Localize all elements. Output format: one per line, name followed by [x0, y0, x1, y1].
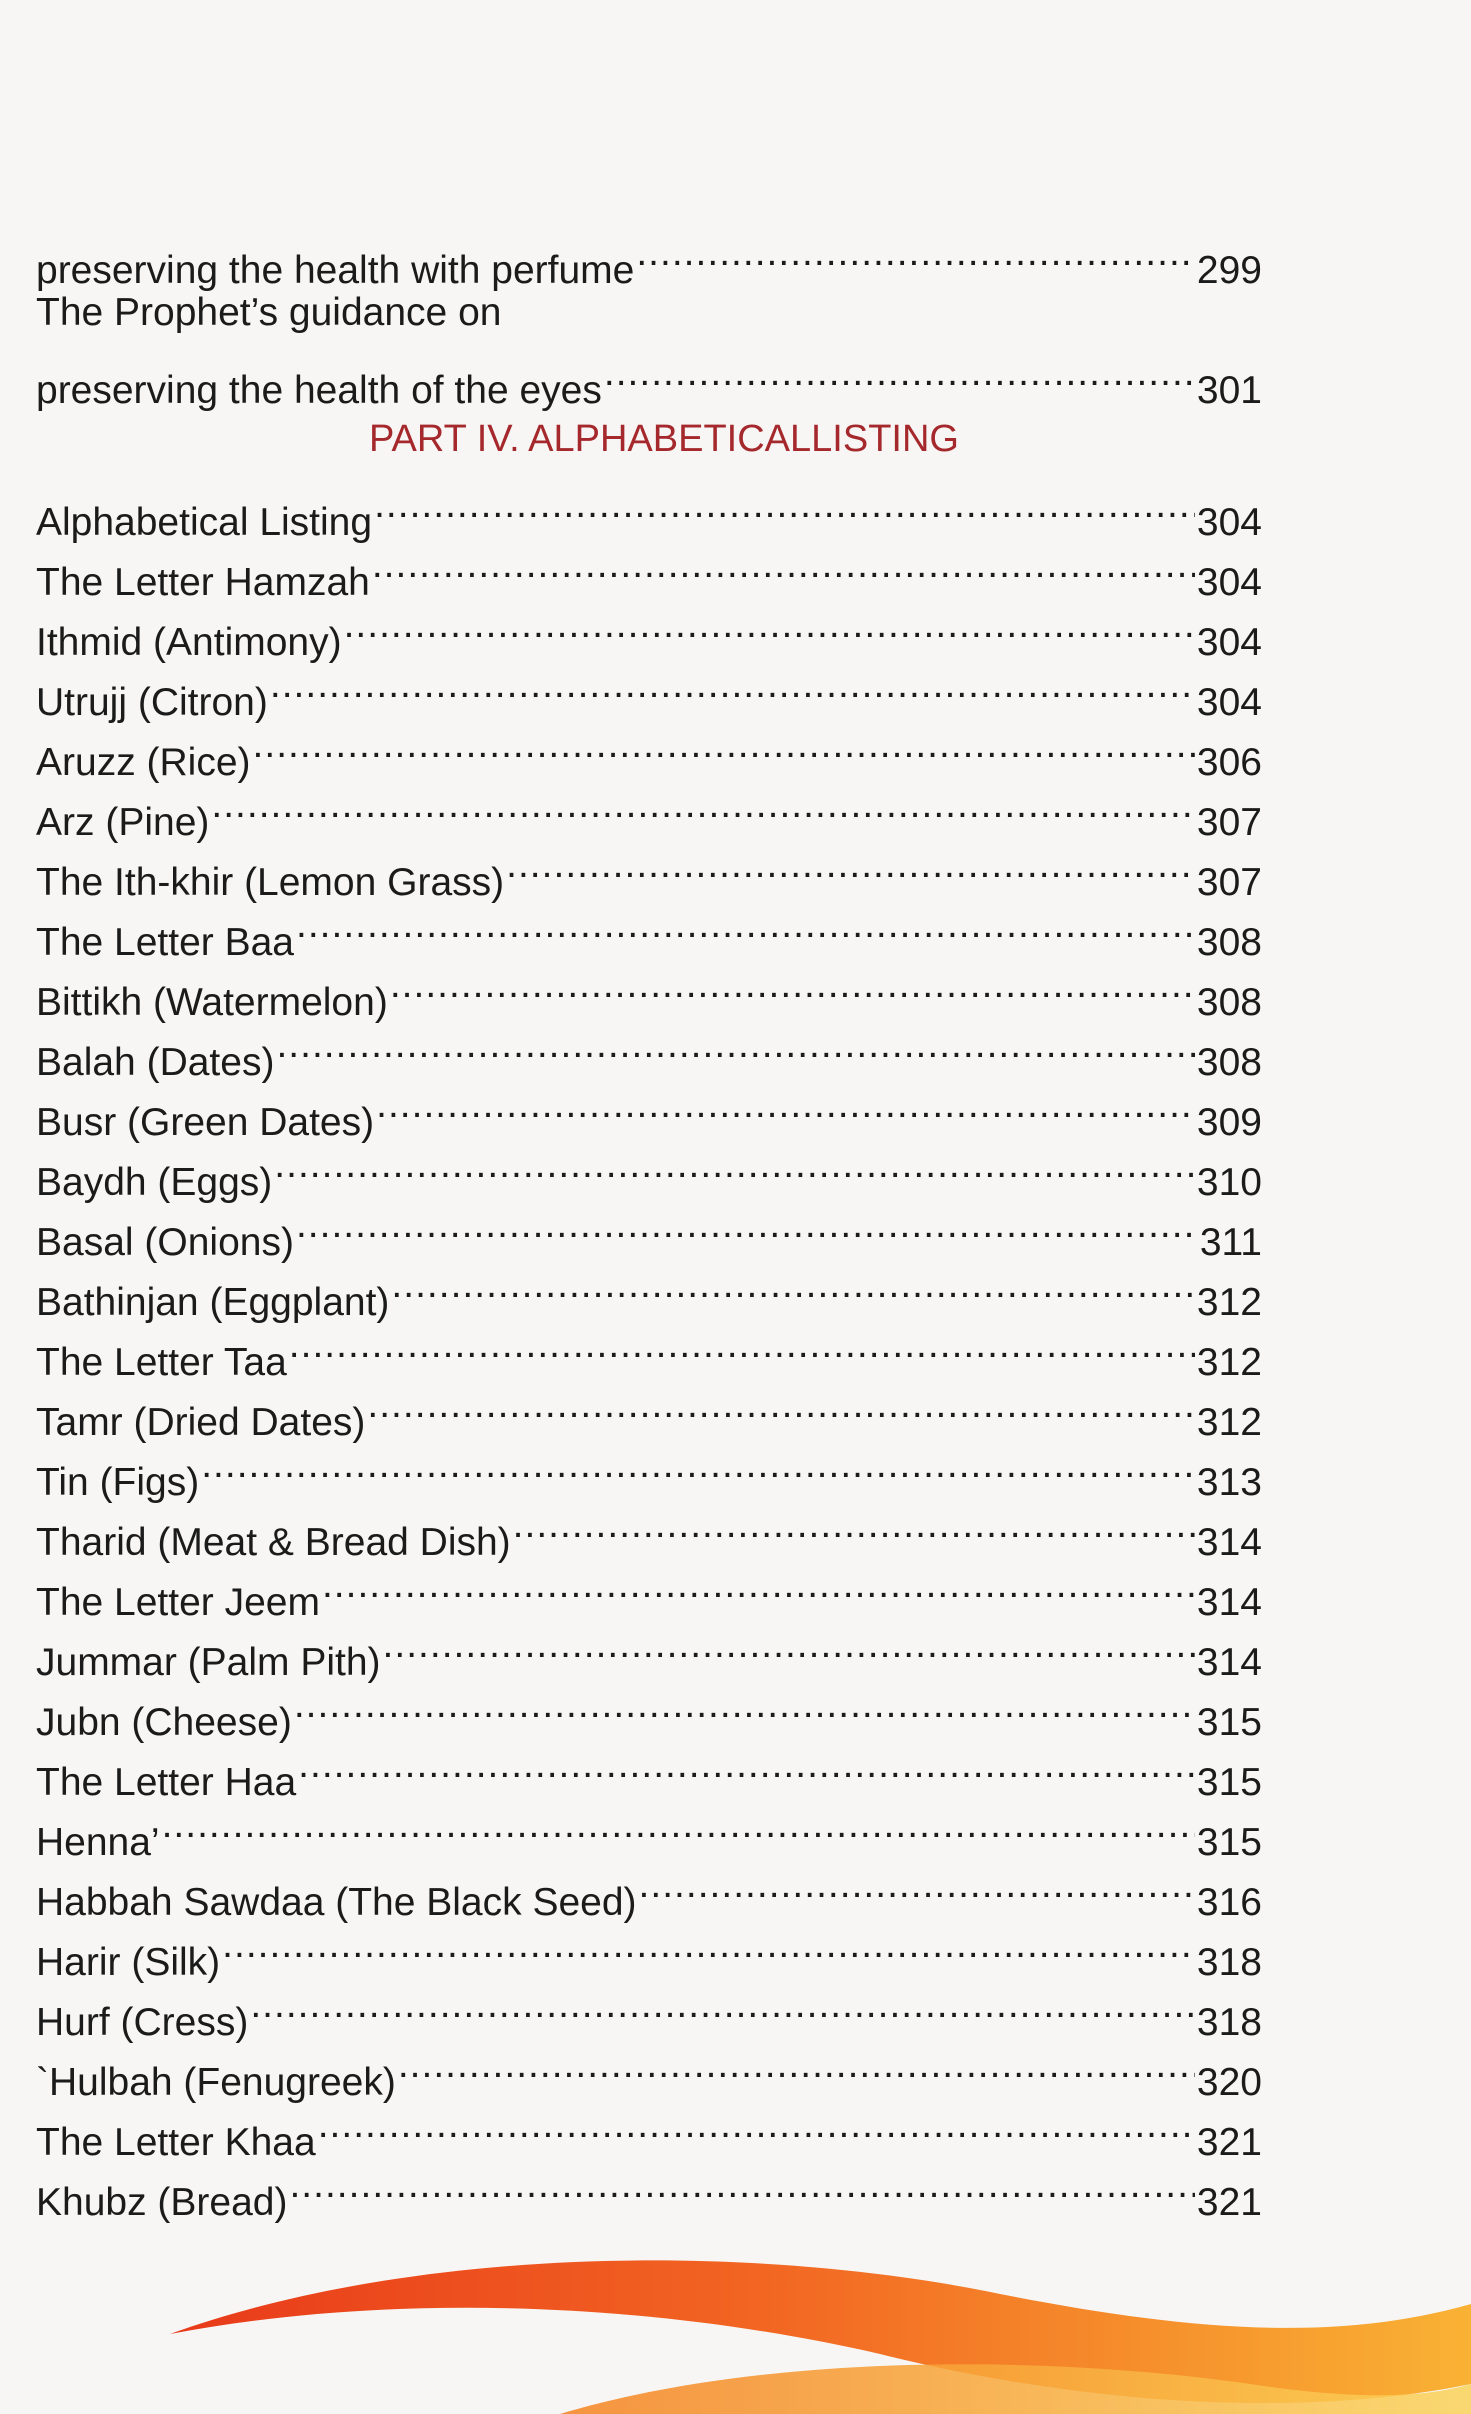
toc-entries-list	[36, 475, 1262, 2224]
toc-entry-title: Jubn (Cheese)	[36, 1701, 292, 1744]
toc-entry-page: 315	[1196, 1761, 1262, 1804]
toc-entry	[36, 283, 1262, 343]
dot-leader	[398, 2035, 1195, 2095]
toc-entry-title: Arz (Pine)	[36, 801, 210, 844]
toc-entry-page: 312	[1196, 1281, 1262, 1324]
dot-leader	[390, 955, 1195, 1015]
toc-entry-title: The Ith-khir (Lemon Grass)	[36, 861, 505, 904]
toc-entry-title: The Prophet’s guidance on	[36, 291, 502, 334]
toc-entry	[36, 1855, 1262, 1924]
toc-entry-title: The Letter Jeem	[36, 1581, 320, 1624]
toc-entry-page: 304	[1196, 681, 1262, 724]
dot-leader	[294, 1675, 1195, 1735]
toc-entry	[36, 1435, 1262, 1504]
dot-leader	[253, 715, 1195, 775]
dot-leader	[270, 655, 1195, 715]
dot-leader	[201, 1435, 1195, 1495]
toc-entry-page: 314	[1196, 1641, 1262, 1684]
toc-entry-page: 315	[1196, 1821, 1262, 1864]
toc-entry-title: Tin (Figs)	[36, 1461, 200, 1504]
toc-entry-title: Busr (Green Dates)	[36, 1101, 375, 1144]
toc-entry	[36, 475, 1262, 544]
toc-entry	[36, 1795, 1262, 1864]
dot-leader	[372, 535, 1195, 595]
toc-entry-page: 311	[1199, 1221, 1262, 1264]
toc-entry-page: 308	[1196, 921, 1262, 964]
toc-entry-page: 320	[1196, 2061, 1262, 2104]
toc-entry-page: 304	[1196, 621, 1262, 664]
dot-leader	[344, 595, 1195, 655]
toc-entry-title: Basal (Onions)	[36, 1221, 294, 1264]
toc-entry-title: Henna’	[36, 1821, 160, 1864]
dot-leader	[162, 1795, 1195, 1855]
toc-entry-title: Balah (Dates)	[36, 1041, 275, 1084]
toc-entry	[36, 1495, 1262, 1564]
dot-leader	[391, 1255, 1195, 1315]
toc-entry-title: Hurf (Cress)	[36, 2001, 249, 2044]
toc-entry-page: 312	[1196, 1341, 1262, 1384]
dot-leader	[376, 1075, 1195, 1135]
toc-entry-title: Tharid (Meat & Bread Dish)	[36, 1521, 511, 1564]
toc-entry-page: 308	[1196, 981, 1262, 1024]
dot-leader	[367, 1375, 1195, 1435]
dot-leader	[222, 1915, 1195, 1975]
dot-leader	[318, 2095, 1195, 2155]
toc-entry-page: 321	[1196, 2121, 1262, 2164]
dot-leader	[636, 223, 1195, 283]
toc-entry-title: preserving the health of the eyes	[36, 369, 602, 412]
toc-entry-title: Ithmid (Antimony)	[36, 621, 342, 664]
dot-leader	[276, 1015, 1194, 1075]
dot-leader	[322, 1555, 1195, 1615]
toc-entry-title: Alphabetical Listing	[36, 501, 373, 544]
toc-entry-page: 304	[1196, 561, 1262, 604]
toc-entry	[36, 223, 1262, 292]
toc-entry-title: Utrujj (Citron)	[36, 681, 268, 724]
dot-leader	[604, 343, 1195, 403]
toc-entry-title: The Letter Khaa	[36, 2121, 316, 2164]
toc-entry-title: Tamr (Dried Dates)	[36, 1401, 366, 1444]
toc-entry-title: Khubz (Bread)	[36, 2181, 288, 2224]
dot-leader	[374, 475, 1195, 535]
toc-entry-page: 314	[1196, 1521, 1262, 1564]
dot-leader	[274, 1135, 1195, 1195]
toc-entry-title: Bathinjan (Eggplant)	[36, 1281, 390, 1324]
toc-entry-page: 307	[1196, 801, 1262, 844]
dot-leader	[250, 1975, 1195, 2035]
toc-entry-title: Bittikh (Watermelon)	[36, 981, 388, 1024]
toc-entry-title: The Letter Hamzah	[36, 561, 370, 604]
toc-entry-title: Habbah Sawdaa (The Black Seed)	[36, 1881, 637, 1924]
toc-entry-page: 301	[1196, 369, 1262, 412]
decorative-swoosh	[0, 2234, 1471, 2414]
toc-entry-title: The Letter Taa	[36, 1341, 287, 1384]
dot-leader	[506, 835, 1195, 895]
toc-entry-page: 306	[1196, 741, 1262, 784]
toc-entry-title: The Letter Baa	[36, 921, 294, 964]
toc-entry-page: 316	[1196, 1881, 1262, 1924]
dot-leader	[383, 1615, 1195, 1675]
toc-entry-page: 314	[1196, 1581, 1262, 1624]
toc-entry-page: 307	[1196, 861, 1262, 904]
toc-entry-page: 318	[1196, 1941, 1262, 1984]
toc-entry-title: Harir (Silk)	[36, 1941, 221, 1984]
table-of-contents	[36, 223, 1262, 2224]
toc-entry-title: The Letter Haa	[36, 1761, 297, 1804]
dot-leader	[639, 1855, 1195, 1915]
dot-leader	[289, 1315, 1195, 1375]
toc-entry	[36, 835, 1262, 904]
dot-leader	[211, 775, 1195, 835]
toc-entry-page: 321	[1196, 2181, 1262, 2224]
toc-entry-page: 299	[1196, 249, 1262, 292]
toc-entry	[36, 775, 1262, 844]
toc-entry-title: preserving the health with perfume	[36, 249, 635, 292]
toc-entry-title: Aruzz (Rice)	[36, 741, 251, 784]
toc-entry-page: 304	[1196, 501, 1262, 544]
dot-leader	[513, 1495, 1195, 1555]
dot-leader	[296, 1195, 1198, 1255]
section-heading: PART IV. ALPHABETICALLISTING	[369, 418, 959, 460]
toc-entry-title: Baydh (Eggs)	[36, 1161, 273, 1204]
toc-entry-page: 315	[1196, 1701, 1262, 1744]
toc-entry	[36, 343, 1262, 412]
dot-leader	[296, 895, 1195, 955]
toc-entry-title: Jummar (Palm Pith)	[36, 1641, 381, 1684]
toc-entry-title: `Hulbah (Fenugreek)	[36, 2061, 396, 2104]
toc-entry-page: 308	[1196, 1041, 1262, 1084]
toc-entry-page: 310	[1196, 1161, 1262, 1204]
toc-entry-page: 313	[1196, 1461, 1262, 1504]
toc-entry-page: 309	[1196, 1101, 1262, 1144]
toc-entry-page: 318	[1196, 2001, 1262, 2044]
dot-leader	[289, 2155, 1194, 2215]
toc-entry-page: 312	[1196, 1401, 1262, 1444]
dot-leader	[298, 1735, 1195, 1795]
